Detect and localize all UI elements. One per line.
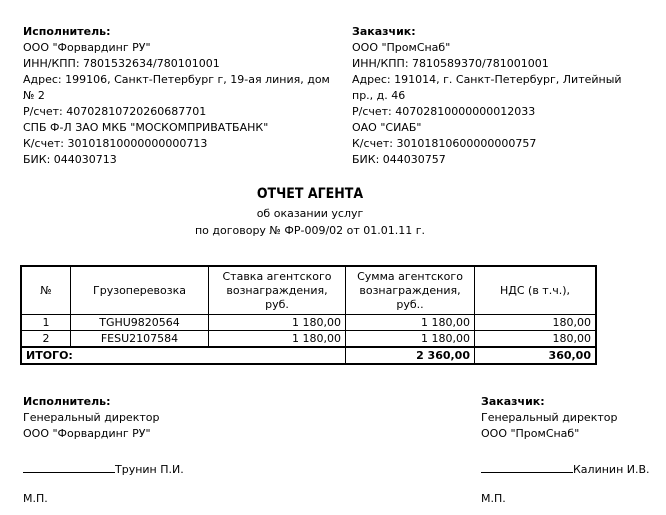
table-header-row [21,266,596,315]
executor-name: ООО "Форвардинг РУ" [23,41,151,54]
row-vat: 180,00 [475,331,597,348]
executor-company: ООО "Форвардинг РУ" [23,427,151,440]
header-vat: НДС (в т.ч.), [475,266,597,315]
executor-address-line2: № 2 [23,89,45,102]
customer-signature-blank [481,461,573,473]
header-sum: Сумма агентского вознаграждения, руб.. [346,266,475,315]
executor-bik: БИК: 044030713 [23,153,117,166]
executor-signature-blank [23,461,115,473]
customer-bik: БИК: 044030757 [352,153,446,166]
executor-account: Р/счет: 40702810720260687701 [23,105,207,118]
row-sum: 1 180,00 [346,315,475,331]
executor-address-line1: Адрес: 199106, Санкт-Петербург г, 19-ая линия, дом [23,73,330,86]
report-title: ОТЧЕТ АГЕНТА [256,186,364,202]
customer-company: ООО "ПромСнаб" [481,427,580,440]
row-number: 2 [21,331,71,348]
total-label: ИТОГО: [21,347,346,364]
report-contract: по договору № ФР-009/02 от 01.01.11 г. [194,224,426,237]
customer-bank: ОАО "СИАБ" [352,121,422,134]
executor-corr-account: К/счет: 30101810000000000713 [23,137,208,150]
customer-address-line1: Адрес: 191014, г. Санкт-Петербург, Литейный [352,73,622,86]
row-rate: 1 180,00 [209,315,346,331]
table-row [21,331,596,348]
customer-position: Генеральный директор [481,411,618,424]
executor-signer: Трунин П.И. [115,463,184,476]
executor-heading: Исполнитель: [23,25,111,38]
customer-account: Р/счет: 40702810000000012033 [352,105,536,118]
customer-signature-line [481,461,650,476]
total-sum: 2 360,00 [346,347,475,364]
customer-name: ООО "ПромСнаб" [352,41,451,54]
row-number: 1 [21,315,71,331]
executor-details [23,24,343,168]
customer-stamp: М.П. [481,492,506,505]
row-cargo: FESU2107584 [71,331,209,348]
customer-corr-account: К/счет: 30101810600000000757 [352,137,537,150]
executor-signature-block [23,394,159,442]
total-row [21,347,596,364]
header-rate: Ставка агентского вознаграждения, руб. [209,266,346,315]
customer-signer: Калинин И.В. [573,463,650,476]
header-cargo: Грузоперевозка [71,266,209,315]
customer-inn: ИНН/КПП: 7810589370/781001001 [352,57,549,70]
executor-position: Генеральный директор [23,411,160,424]
row-vat: 180,00 [475,315,597,331]
executor-signature-line [23,461,184,476]
customer-signature-block [481,394,617,442]
customer-sign-heading: Заказчик: [481,395,545,408]
executor-sign-heading: Исполнитель: [23,395,111,408]
executor-stamp: М.П. [23,492,48,505]
customer-address-line2: пр., д. 46 [352,89,406,102]
row-cargo: TGHU9820564 [71,315,209,331]
row-sum: 1 180,00 [346,331,475,348]
report-subtitle: об оказании услуг [256,207,364,220]
report-table [20,265,597,365]
table-row [21,315,596,331]
total-vat: 360,00 [475,347,597,364]
executor-inn: ИНН/КПП: 7801532634/780101001 [23,57,220,70]
row-rate: 1 180,00 [209,331,346,348]
customer-heading: Заказчик: [352,25,416,38]
header-number: № [21,266,71,315]
executor-bank: СПБ Ф-Л ЗАО МКБ "МОСКОМПРИВАТБАНК" [23,121,269,134]
customer-details [352,24,652,168]
